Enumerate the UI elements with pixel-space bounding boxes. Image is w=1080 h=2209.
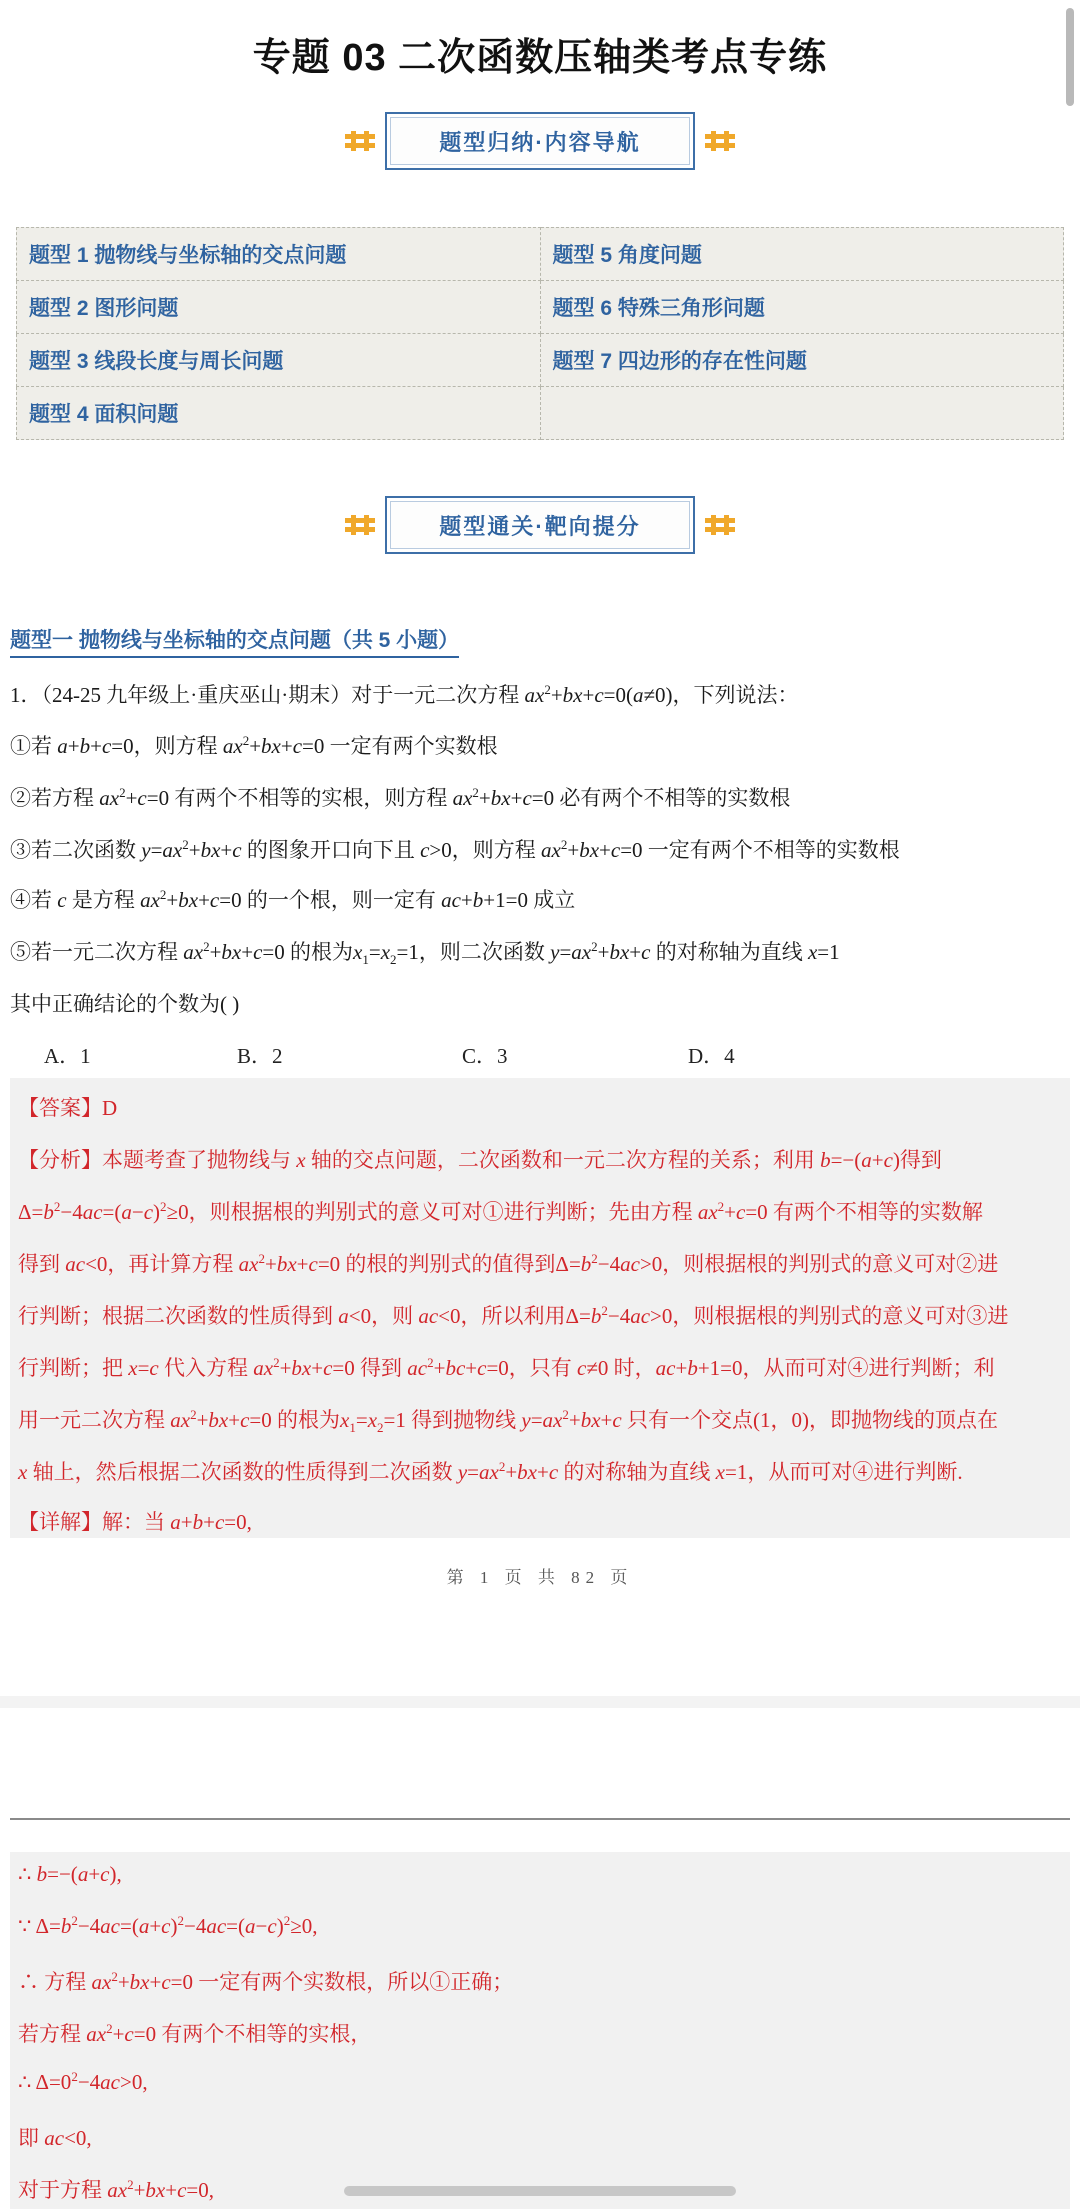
analysis-line-6: 用一元二次方程 $ax^2+bx+c=0$ 的根为$x_1=x_2=1$ 得到抛物线 $y=ax^2+bx+c$ 只有一个交点(1，0)，即抛物线的顶点在 (18, 1407, 998, 1436)
detail-line-2: ∴ b=−(a+c), (18, 1862, 122, 1886)
detail-line-1: 【详解】解：当 a+b+c=0, (18, 1510, 252, 1534)
answer-box-continued (10, 1852, 1070, 2209)
question-type-nav-table (16, 227, 1064, 440)
ornament-bar (364, 131, 369, 151)
page-separator (0, 1696, 1080, 1708)
nav-item-type-3[interactable]: 题型 3 线段长度与周长问题 (17, 334, 541, 387)
choice-b[interactable]: B．2 (237, 1044, 283, 1068)
nav-item-type-4[interactable]: 题型 4 面积问题 (17, 387, 541, 440)
ornament-bar (364, 515, 369, 535)
detail-line-7: 即 ac<0, (18, 2126, 92, 2150)
statement-1: ①若 a+b+c=0，则方程 $ax^2+bx+c=0$ 一定有两个实数根 (10, 733, 498, 758)
detail-line-6: ∴ $\Delta=0^2-4ac>0$, (18, 2069, 148, 2094)
answer-label: 【答案】D (18, 1096, 118, 1120)
nav-item-type-6[interactable]: 题型 6 特殊三角形问题 (540, 281, 1064, 334)
ornament-bar (351, 515, 356, 535)
detail-text: 解：当 (102, 1510, 171, 1534)
nav-item-type-7[interactable]: 题型 7 四边形的存在性问题 (540, 334, 1064, 387)
banner-right-ornament-icon (705, 131, 735, 151)
question-stem: 1．（24-25 九年级上·重庆巫山·期末）对于一元二次方程 $ax^2+bx+c=0(a\ne 0)$，下列说法： (10, 682, 799, 707)
analysis-line-5: 行判断；把 x=c 代入方程 $ax^2+bx+c=0$ 得到 $ac^2+bc+c=0$，只有 c≠0 时，ac+b+1=0，从而可对④进行判断；利 (18, 1355, 995, 1380)
question-stem-prefix: 1．（24-25 九年级上·重庆巫山·期末）对于一元二次方程 (10, 683, 525, 707)
banner-label: 题型归纳·内容导航 (385, 112, 695, 170)
banner-left-ornament-icon (345, 515, 375, 535)
section-heading[interactable]: 题型一 抛物线与坐标轴的交点问题（共 5 小题） (10, 624, 459, 658)
banner-left-ornament-icon (345, 131, 375, 151)
statement-4: ④若 c 是方程 $ax^2+bx+c=0$ 的一个根，则一定有 ac+b+1=0 成立 (10, 887, 576, 912)
choice-d[interactable]: D．4 (688, 1044, 735, 1068)
statement-5: ⑤若一元二次方程 $ax^2+bx+c=0$ 的根为$x_1=x_2=1$，则二次函数 $y=ax^2+bx+c$ 的对称轴为直线 x=1 (10, 939, 840, 968)
banner-label: 题型通关·靶向提分 (385, 496, 695, 554)
analysis-line-1: 【分析】本题考查了抛物线与 x 轴的交点问题，二次函数和一元二次方程的关系；利用 b=−(a+c)得到 (18, 1148, 942, 1172)
nav-item-type-5[interactable]: 题型 5 角度问题 (540, 228, 1064, 281)
ornament-bar (351, 131, 356, 151)
analysis-line-4: 行判断；根据二次函数的性质得到 a<0，则 ac<0，所以利用$\Delta=b^2-4ac>0$，则根据根的判别式的意义可对③进 (18, 1303, 1009, 1328)
analysis-line-3: 得到 ac<0，再计算方程 $ax^2+bx+c=0$ 的根的判别式的值得到$\Delta=b^2-4ac>0$，则根据根的判别式的意义可对②进 (18, 1251, 999, 1276)
banner-right-ornament-icon (705, 515, 735, 535)
statement-2: ②若方程 $ax^2+c=0$ 有两个不相等的实根，则方程 $ax^2+bx+c=0$ 必有两个不相等的实数根 (10, 785, 791, 810)
question-stem-suffix: ，下列说法： (672, 683, 799, 707)
answer-box (10, 1078, 1070, 1538)
choice-a[interactable]: A．1 (44, 1044, 91, 1068)
nav-item-empty (540, 387, 1064, 440)
home-indicator[interactable] (344, 2186, 736, 2196)
nav-item-type-2[interactable]: 题型 2 图形问题 (17, 281, 541, 334)
choice-c[interactable]: C．3 (462, 1044, 508, 1068)
analysis-line-2: $\Delta=b^2-4ac=(a-c)^2\ge 0$，则根据根的判别式的意义可对①进行判断；先由方程 $ax^2+c=0$ 有两个不相等的实数解 (18, 1199, 983, 1224)
question-closing: 其中正确结论的个数为( ) (10, 992, 240, 1016)
ornament-bar (724, 131, 729, 151)
detail-line-8: 对于方程 $ax^2+bx+c=0$, (18, 2177, 215, 2202)
page-header-rule (10, 1818, 1070, 1820)
ornament-bar (724, 515, 729, 535)
banner-practice (0, 496, 1080, 554)
ornament-bar (711, 131, 716, 151)
page-title: 专题 03 二次函数压轴类考点专练 (252, 37, 828, 79)
detail-line-3: ∵ $\Delta=b^2-4ac=(a+c)^2-4ac=(a-c)^2\ge 0$, (18, 1913, 318, 1938)
detail-line-5: 若方程 $ax^2+c=0$ 有两个不相等的实根， (18, 2021, 372, 2046)
ornament-bar (711, 515, 716, 535)
nav-item-type-1[interactable]: 题型 1 抛物线与坐标轴的交点问题 (17, 228, 541, 281)
detail-label: 【详解】 (18, 1510, 102, 1534)
statement-3: ③若二次函数 $y=ax^2+bx+c$ 的图象开口向下且 c>0，则方程 $ax^2+bx+c=0$ 一定有两个不相等的实数根 (10, 837, 900, 862)
page-footer: 第 1 页 共 82 页 (446, 1568, 634, 1587)
detail-line-4: ∴ 方程 $ax^2+bx+c=0$ 一定有两个实数根，所以①正确； (18, 1969, 514, 1994)
analysis-label: 【分析】 (18, 1148, 102, 1172)
banner-content-nav (0, 112, 1080, 170)
analysis-line-7: x 轴上，然后根据二次函数的性质得到二次函数 $y=ax^2+bx+c$ 的对称轴为直线 x=1，从而可对④进行判断. (18, 1459, 963, 1484)
